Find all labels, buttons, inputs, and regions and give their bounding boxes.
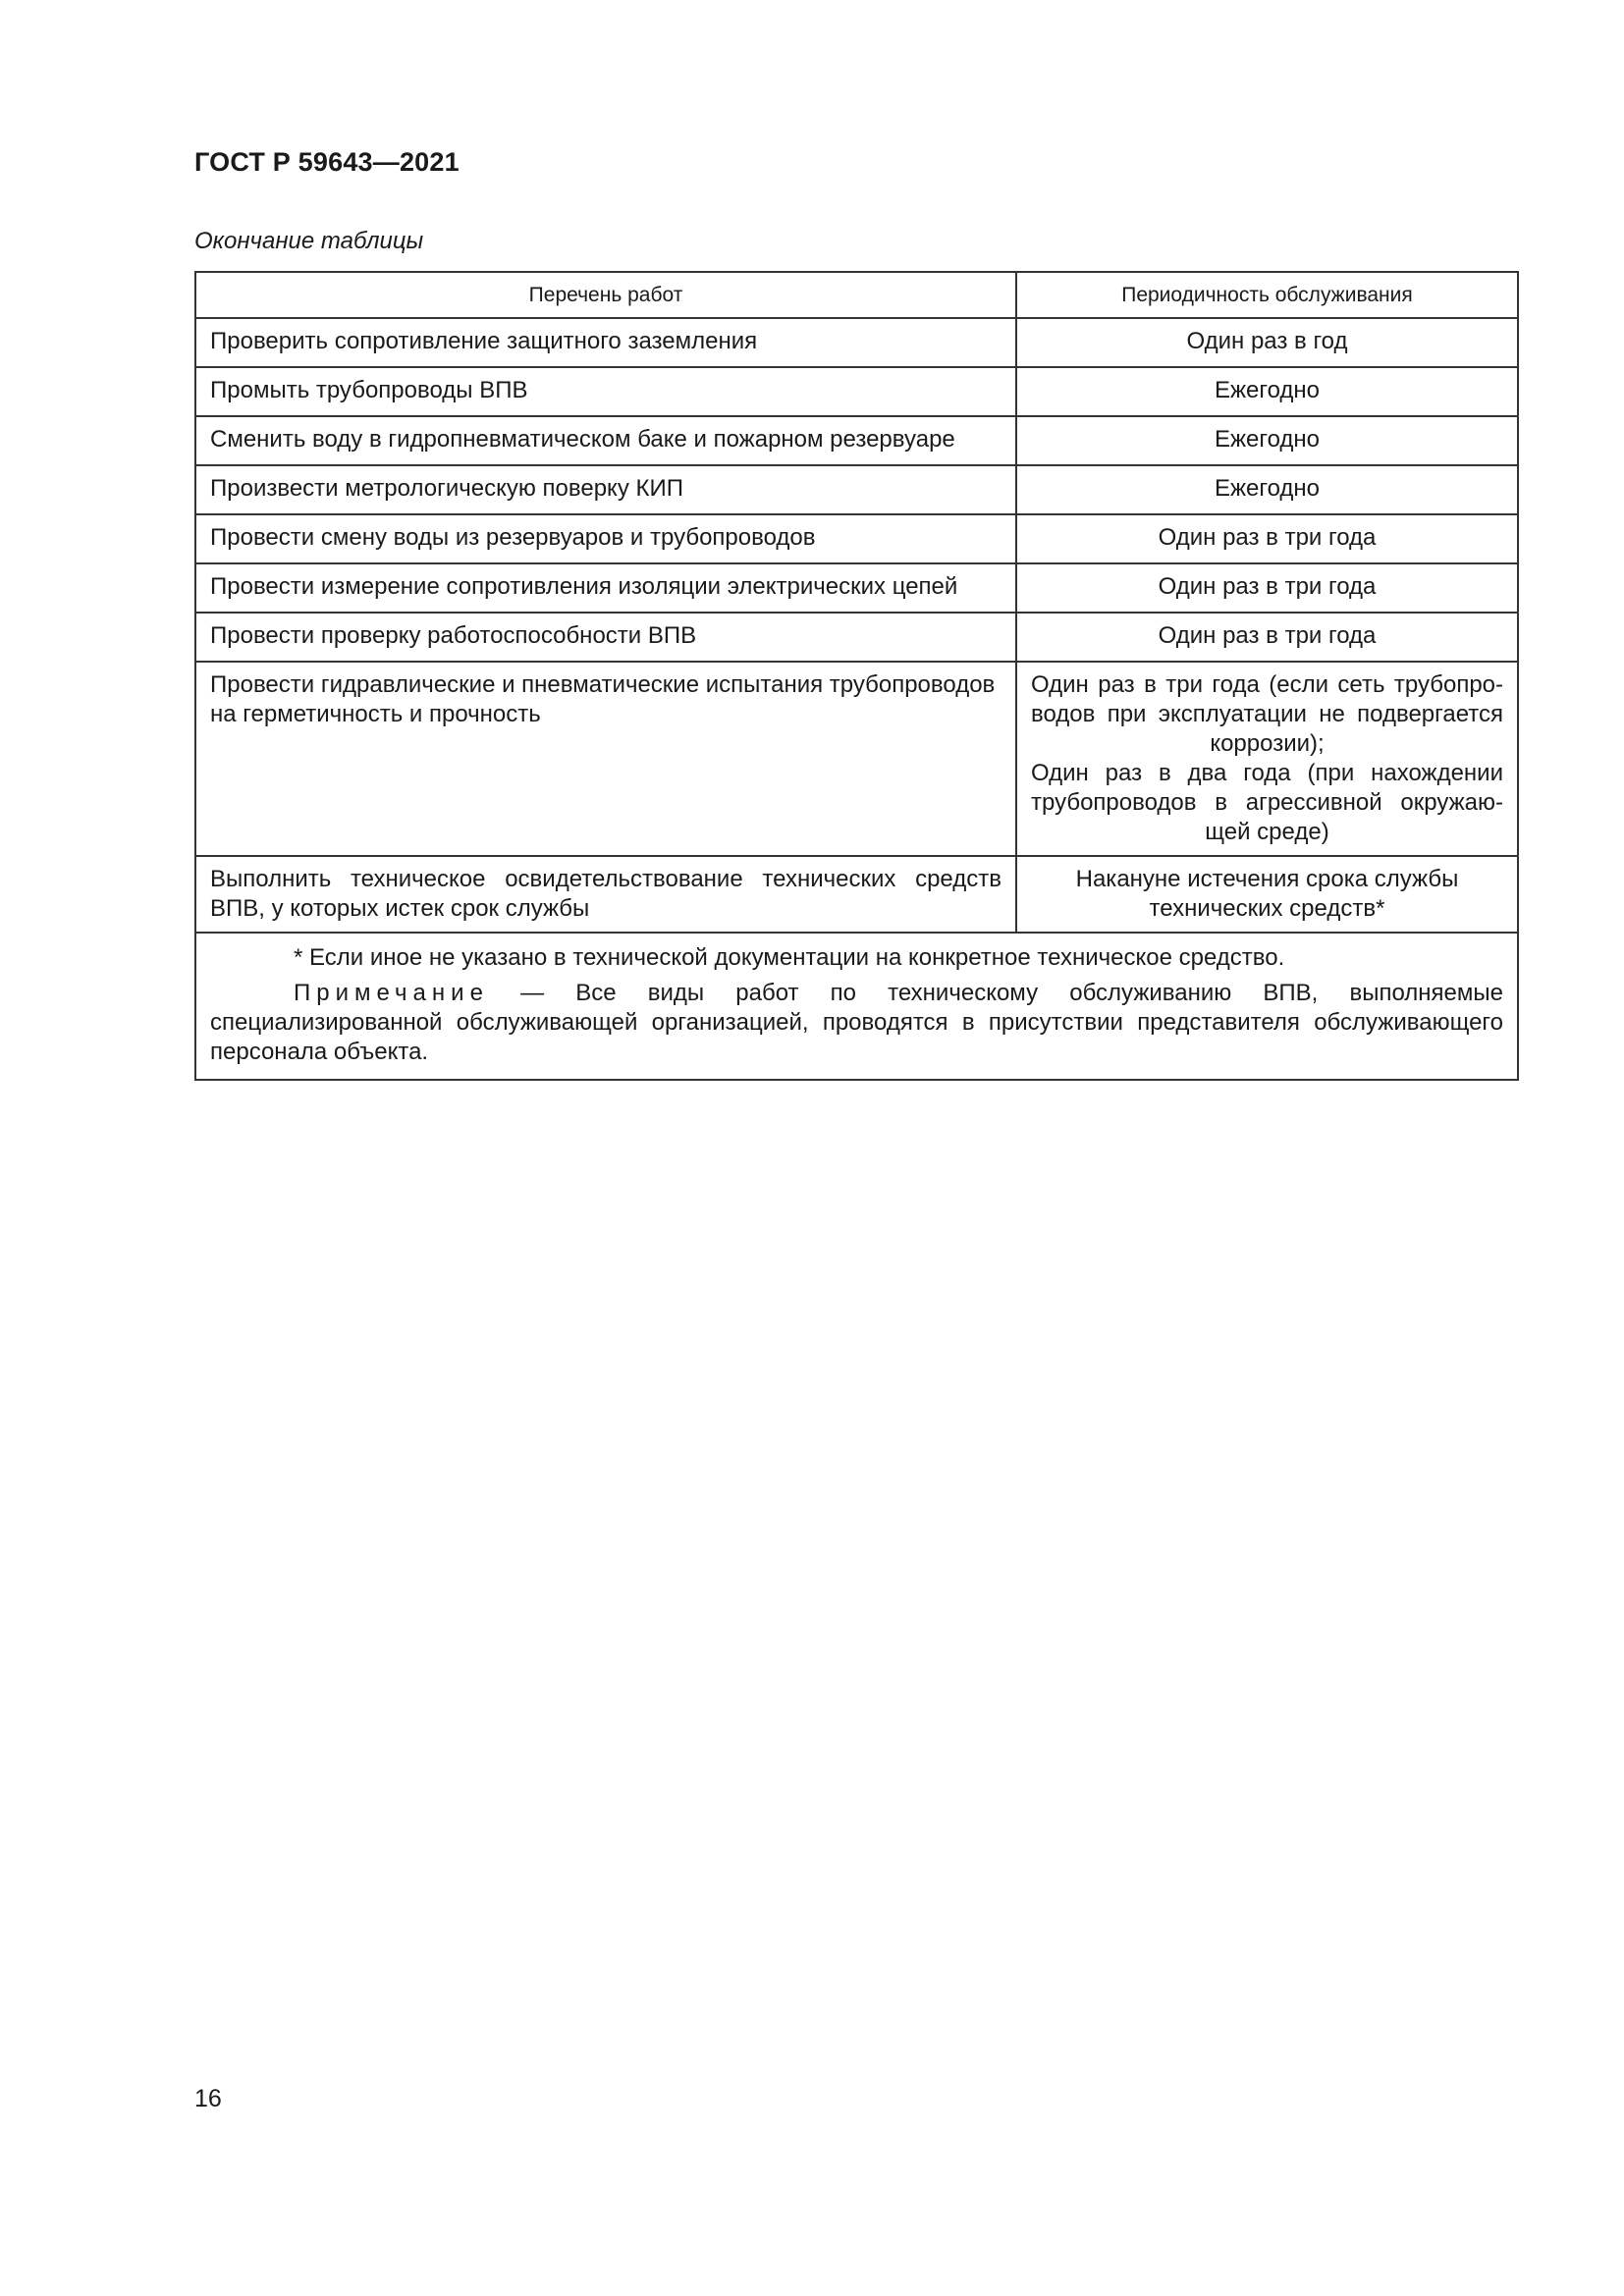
period-line: Один раз в два года (при нахождении (1031, 760, 1503, 786)
period-line: коррозии); (1210, 730, 1325, 757)
period-cell: Один раз в год (1016, 318, 1518, 367)
table-row (195, 514, 1518, 563)
note-body: — Все виды работ по техническому обслуживанию ВПВ, выполняемые специализированной обслуживающей организацией, проводятся в присутствии представителя обслуживающего персонала объекта. (210, 980, 1503, 1065)
column-header-work: Перечень работ (195, 272, 1016, 318)
period-cell: Один раз в три года (1016, 613, 1518, 662)
note-label: Примечание (294, 980, 489, 1006)
work-cell: Провести проверку работоспособности ВПВ (195, 613, 1016, 662)
maintenance-table (194, 271, 1519, 1081)
table-header-row (195, 272, 1518, 318)
period-cell (1016, 662, 1518, 856)
period-cell (1016, 856, 1518, 933)
work-cell: Провести измерение сопротивления изоляции электрических цепей (195, 563, 1016, 613)
table-row (195, 367, 1518, 416)
document-code: ГОСТ Р 59643—2021 (194, 147, 460, 177)
work-cell: Выполнить техническое освидетельствование технических средств ВПВ, у которых истек срок службы (195, 856, 1016, 933)
work-cell: Сменить воду в гидропневматическом баке и пожарном резервуаре (195, 416, 1016, 465)
work-cell: Промыть трубопроводы ВПВ (195, 367, 1016, 416)
work-cell: Произвести метрологическую поверку КИП (195, 465, 1016, 514)
period-cell: Один раз в три года (1016, 563, 1518, 613)
page-number: 16 (194, 2085, 222, 2112)
period-cell: Ежегодно (1016, 367, 1518, 416)
table-row (195, 465, 1518, 514)
notes-cell (195, 933, 1518, 1080)
period-line: водов при эксплуатации не подвергается (1031, 701, 1503, 727)
table-row-certification (195, 856, 1518, 933)
work-cell: Провести гидравлические и пневматические испытания трубопроводов на герметичность и прочность (195, 662, 1016, 856)
table-row (195, 613, 1518, 662)
period-line: Накануне истечения срока службы (1075, 866, 1459, 892)
work-cell: Провести смену воды из резервуаров и трубопроводов (195, 514, 1016, 563)
period-line: щей среде) (1205, 819, 1329, 845)
period-cell: Ежегодно (1016, 465, 1518, 514)
table-row (195, 318, 1518, 367)
work-cell: Проверить сопротивление защитного заземления (195, 318, 1016, 367)
note (210, 979, 1503, 1067)
period-line: Один раз в три года (если сеть трубопро- (1031, 671, 1503, 698)
table-row (195, 416, 1518, 465)
period-line: технических средств* (1149, 895, 1385, 922)
table-row (195, 563, 1518, 613)
period-cell: Ежегодно (1016, 416, 1518, 465)
table-row-hydraulic-tests (195, 662, 1518, 856)
table-caption: Окончание таблицы (194, 228, 424, 254)
table-notes-row (195, 933, 1518, 1080)
column-header-period: Периодичность обслуживания (1016, 272, 1518, 318)
footnote: * Если иное не указано в технической документации на конкретное техническое средство. (294, 944, 1285, 971)
period-cell: Один раз в три года (1016, 514, 1518, 563)
period-line: трубопроводов в агрессивной окружаю- (1031, 789, 1503, 816)
